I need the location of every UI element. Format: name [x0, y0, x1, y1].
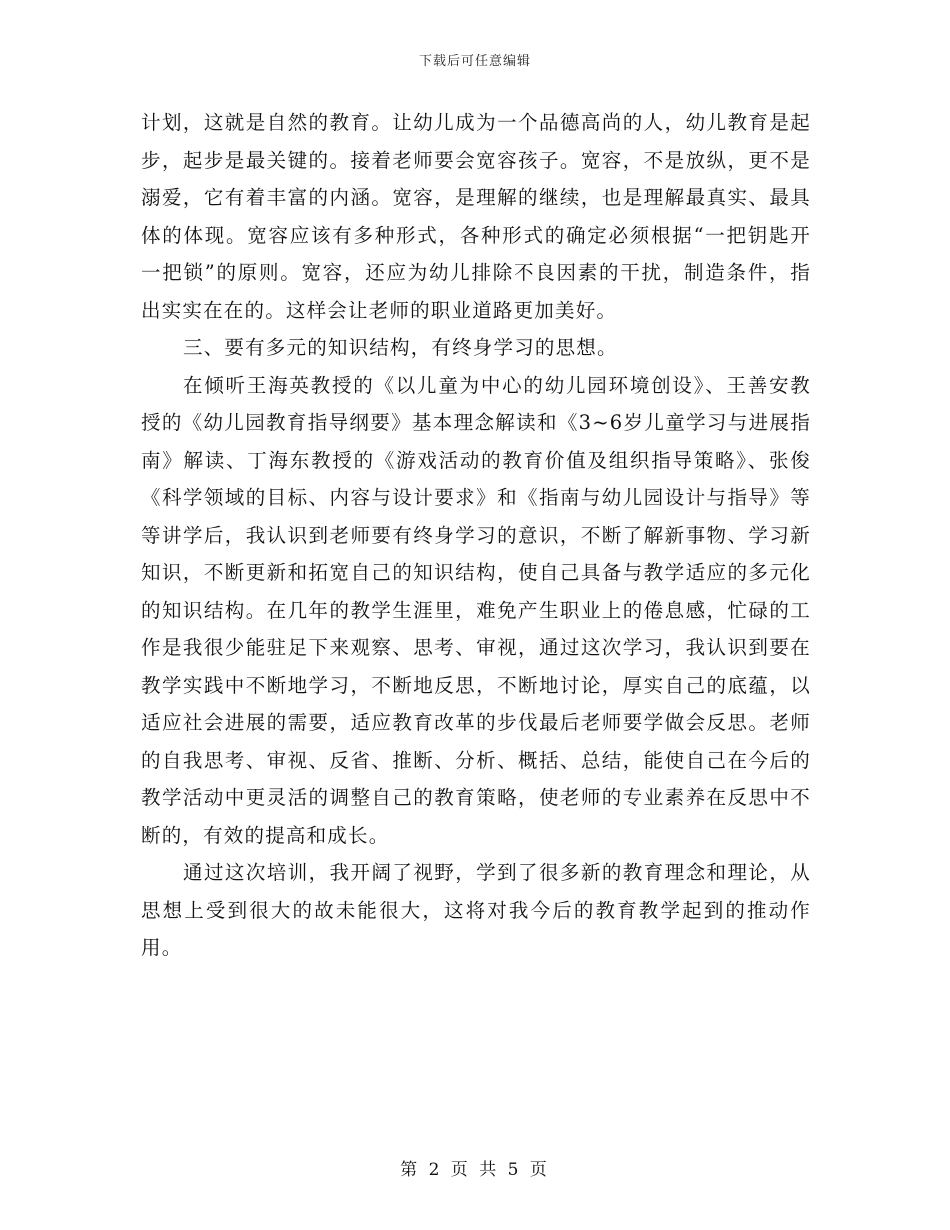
- header-note: 下载后可任意编辑: [418, 54, 531, 69]
- paragraph-2-section-heading: 三、要有多元的知识结构，有终身学习的思想。: [183, 336, 618, 359]
- paragraph-1: 计划，这就是自然的教育。让幼儿成为一个品德高尚的人，幼儿教育是起步，起步是最关键的。接着老师要会宽容孩子。宽容，不是放纵，更不是溺爱，它有着丰富的内涵。宽容，是理解的继续，也是理解最真实、最具体的体现。宽容应该有多种形式，各种形式的确定必须根据“一把钥匙开一把锁”的原则。宽容，还应为幼儿排除不良因素的干扰，制造条件，指出实实在在的。这样会让老师的职业道路更加美好。: [141, 111, 811, 322]
- paragraph-4: 通过这次培训，我开阔了视野，学到了很多新的教育理念和理论，从思想上受到很大的故未能很大，这将对我今后的教育教学起到的推动作用。: [141, 861, 811, 959]
- document-body: [141, 104, 811, 967]
- paragraph-3: 在倾听王海英教授的《以儿童为中心的幼儿园环境创设》、王善安教授的《幼儿园教育指导纲要》基本理念解读和《3~6岁儿童学习与进展指南》解读、丁海东教授的《游戏活动的教育价值及组织指导策略》、张俊《科学领域的目标、内容与设计要求》和《指南与幼儿园设计与指导》等等讲学后，我认识到老师要有终身学习的意识，不断了解新事物、学习新知识，不断更新和拓宽自己的知识结构，使自己具备与教学适应的多元化的知识结构。在几年的教学生涯里，难免产生职业上的倦息感，忙碌的工作是我很少能驻足下来观察、思考、审视，通过这次学习，我认识到要在教学实践中不断地学习，不断地反思，不断地讨论，厚实自己的底蕴，以适应社会进展的需要，适应教育改革的步伐最后老师要学做会反思。老师的自我思考、审视、反省、推断、分析、概括、总结，能使自己在今后的教学活动中更灵活的调整自己的教育策略，使老师的专业素养在反思中不断的，有效的提高和成长。: [141, 373, 811, 847]
- page-number-footer: 第 2 页 共 5 页: [400, 1160, 550, 1180]
